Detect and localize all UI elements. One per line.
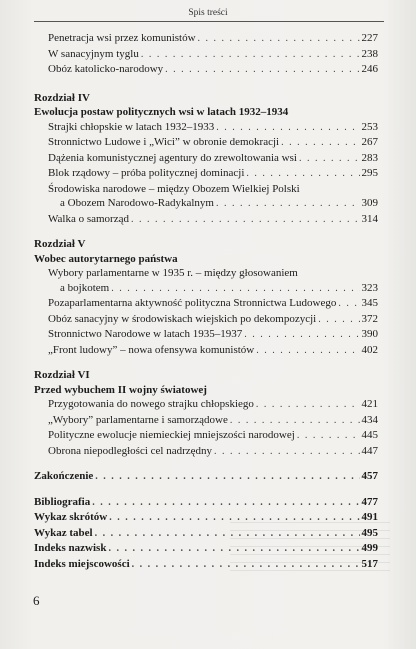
toc-entry-page: 267: [361, 136, 378, 148]
leader-dots: [297, 429, 360, 444]
toc-entry-title: Stronnictwo Narodowe w latach 1935–1937: [48, 328, 243, 340]
toc-entry-page: 477: [361, 495, 378, 508]
toc-entry-page: 434: [361, 413, 378, 426]
toc-entry-page: 253: [361, 120, 378, 133]
toc-entry: [34, 444, 378, 460]
toc-entry-title: Wykaz skrótów: [34, 511, 108, 523]
toc-entry-page: 421: [361, 398, 378, 410]
leader-dots: [299, 152, 360, 167]
chapter-title: Ewolucja postaw politycznych wsi w latach 1932–1934: [34, 106, 289, 118]
leader-dots: [246, 167, 359, 182]
toc-entry: [34, 120, 378, 136]
leader-dots: [256, 344, 359, 359]
toc-entry-title-line1: Środowiska narodowe – między Obozem Wielkiej Polski: [48, 182, 300, 195]
toc-entry-title: Walka o samorząd: [48, 212, 129, 225]
toc-entry-page: 283: [361, 151, 378, 164]
leader-dots: [256, 398, 360, 413]
toc-entry: [34, 62, 378, 78]
toc-entry-backmatter: [34, 495, 378, 511]
leader-dots: [214, 445, 359, 460]
toc-entry-title: „Front ludowy” – nowa ofensywa komunistów: [48, 343, 255, 356]
toc-entry-title: Indeks miejscowości: [34, 557, 130, 570]
toc-entry: [34, 428, 378, 444]
toc-entry: [34, 327, 378, 343]
toc-entry: [34, 296, 378, 312]
leader-dots: [216, 197, 360, 212]
toc-entry-title: Bibliografia: [34, 495, 91, 508]
toc-entry-page: 495: [361, 526, 378, 539]
leader-dots: [141, 48, 360, 63]
chapter-label: Rozdział VI: [34, 369, 90, 381]
toc-entry: [34, 135, 378, 151]
toc-entry-title: Obóz sanacyjny w środowiskach wiejskich po dekompozycji: [48, 312, 317, 325]
toc-entry: [34, 151, 378, 167]
table-of-contents: [34, 31, 378, 572]
toc-entry-title: Zakończenie: [34, 470, 94, 482]
leader-dots: [318, 313, 359, 328]
toc-entry-title: Dążenia komunistycznej agentury do zrewoltowania wsi: [48, 151, 297, 164]
toc-entry-page: 345: [361, 297, 378, 309]
toc-entry-title: Strajki chłopskie w latach 1932–1933: [48, 120, 215, 133]
toc-entry: [34, 196, 378, 212]
leader-dots: [230, 414, 360, 429]
show-through-text: [230, 522, 390, 572]
toc-entry-title: „Wybory” parlamentarne i samorządowe: [48, 413, 228, 426]
toc-entry: [34, 312, 378, 328]
toc-entry-page: 457: [361, 470, 378, 482]
chapter-label: Rozdział V: [34, 238, 86, 250]
leader-dots: [165, 63, 359, 78]
toc-entry: [34, 281, 378, 297]
toc-entry: [34, 413, 378, 429]
toc-entry-page: 517: [361, 557, 378, 570]
toc-entry-title: a bojkotem: [60, 281, 110, 294]
chapter-title: Wobec autorytarnego państwa: [34, 252, 178, 265]
toc-entry-title: Przygotowania do nowego strajku chłopskiego: [48, 398, 254, 410]
toc-entry: [34, 343, 378, 359]
toc-entry-page: 447: [361, 444, 378, 457]
toc-entry-title-line1: Wybory parlamentarne w 1935 r. – między głosowaniem: [48, 267, 298, 279]
toc-entry-title: Obrona niepodległości cel nadrzędny: [48, 444, 213, 457]
chapter-label: Rozdział IV: [34, 91, 90, 104]
toc-entry-title: Wykaz tabel: [34, 526, 93, 539]
page-number: 6: [33, 593, 40, 608]
chapter-title: Przed wybuchem II wojny światowej: [34, 383, 207, 396]
toc-entry: [34, 397, 378, 413]
toc-entry-page: 246: [361, 63, 378, 75]
toc-entry-title: W sanacyjnym tyglu: [48, 47, 139, 60]
leader-dots: [216, 121, 359, 136]
toc-entry-page: 491: [361, 511, 378, 523]
toc-entry: [34, 166, 378, 182]
toc-entry-page: 372: [361, 312, 378, 325]
toc-entry-title: Obóz katolicko-narodowy: [48, 63, 164, 75]
leader-dots: [244, 328, 359, 343]
leader-dots: [111, 282, 359, 297]
toc-entry-title: Indeks nazwisk: [34, 542, 107, 554]
toc-entry-page: 314: [361, 212, 378, 225]
leader-dots: [338, 297, 359, 312]
leader-dots: [92, 496, 359, 511]
toc-entry-title: Polityczne ewolucje niemieckiej mniejszości narodowej: [48, 429, 295, 441]
leader-dots: [198, 32, 360, 47]
leader-dots: [281, 136, 359, 151]
toc-entry-title: a Obozem Narodowo-Radykalnym: [60, 197, 214, 209]
toc-entry-title: Blok rządowy – próba politycznej dominacji: [48, 167, 245, 179]
toc-entry-page: 402: [361, 343, 378, 356]
toc-entry-page: 238: [361, 47, 378, 60]
running-head: Spis treści: [188, 8, 228, 18]
toc-entry: [34, 31, 378, 47]
toc-entry: [34, 47, 378, 63]
toc-entry-title: Penetracja wsi przez komunistów: [48, 32, 196, 44]
header-rule: [34, 21, 384, 22]
toc-entry-page: 227: [361, 32, 378, 44]
toc-entry-page: 309: [361, 197, 378, 209]
toc-entry: [34, 212, 378, 228]
leader-dots: [131, 213, 360, 228]
toc-entry-title: Pozaparlamentarna aktywność polityczna Stronnictwa Ludowego: [48, 297, 337, 309]
toc-entry-page: 499: [361, 542, 378, 554]
leader-dots: [95, 470, 359, 485]
toc-entry-page: 295: [361, 167, 378, 179]
toc-entry-title: Stronnictwo Ludowe i „Wici” w obronie demokracji: [48, 136, 280, 148]
toc-entry-conclusion: [34, 469, 378, 485]
toc-entry-page: 323: [361, 281, 378, 294]
toc-entry-page: 390: [361, 328, 378, 340]
toc-entry-page: 445: [361, 429, 378, 441]
